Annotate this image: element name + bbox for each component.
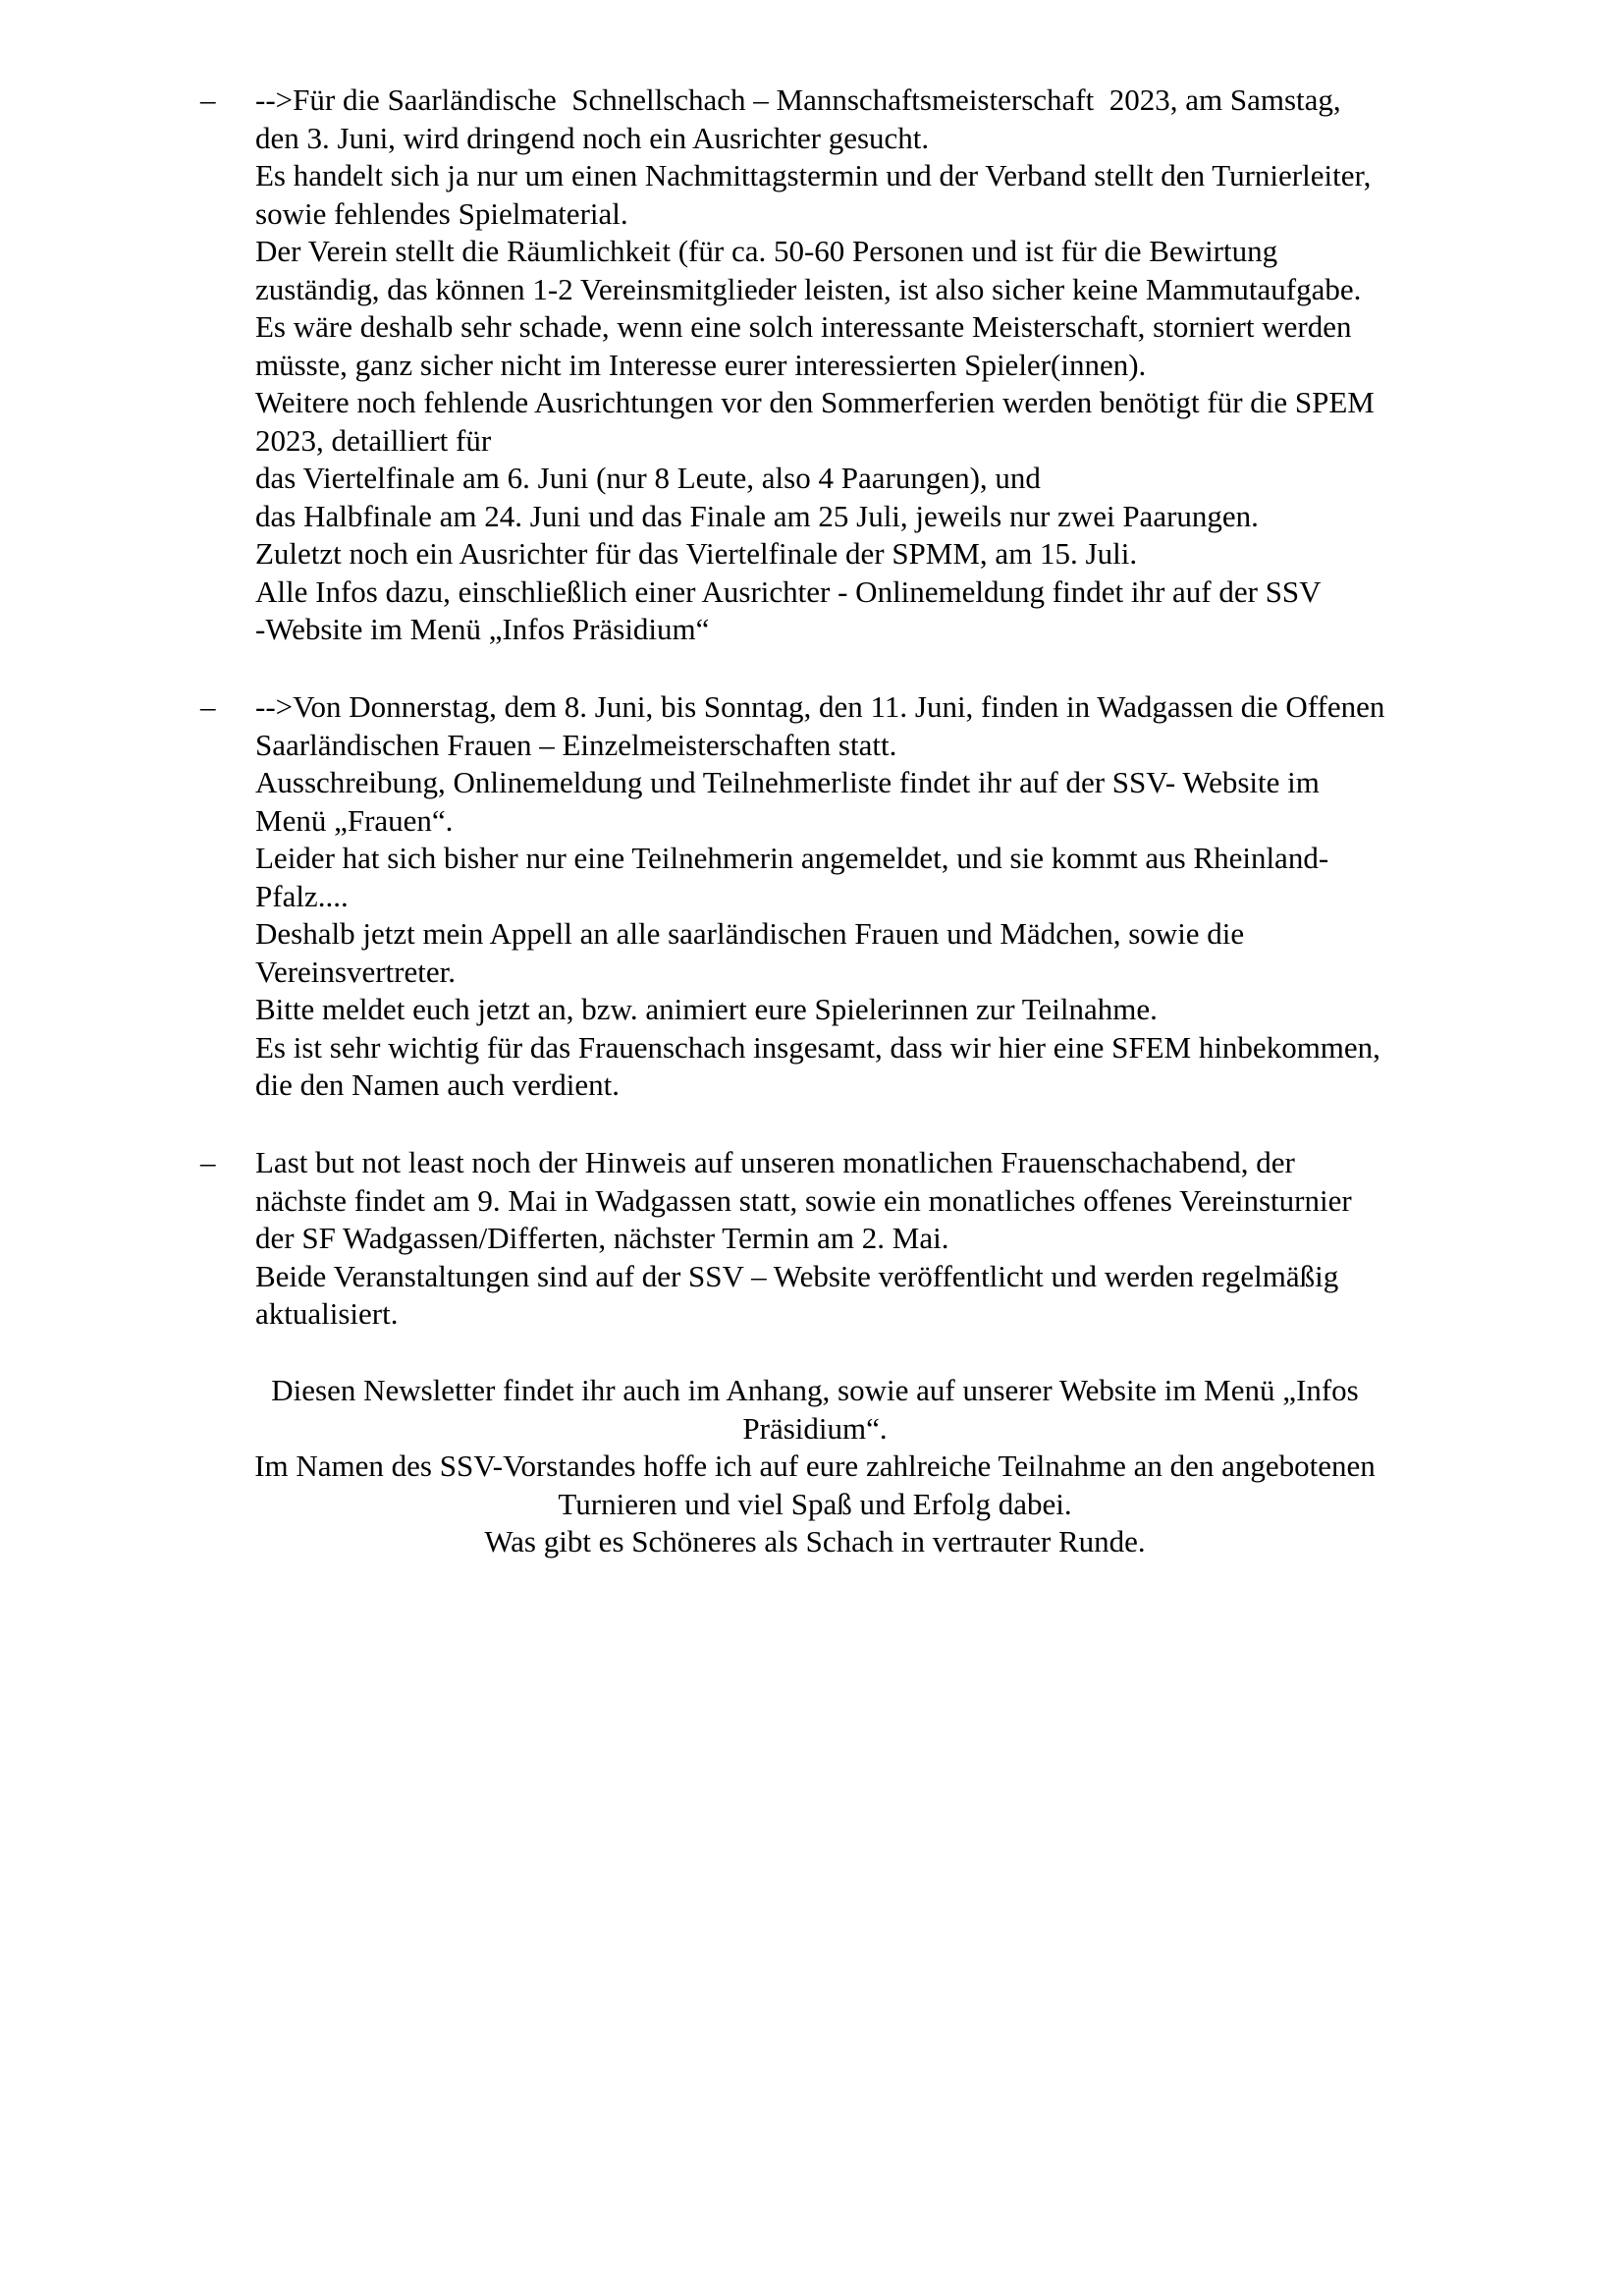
- closing-line: Diesen Newsletter findet ihr auch im Anhang, sowie auf unserer Website im Menü „Infos: [271, 1373, 1359, 1407]
- text-line: Leider hat sich bisher nur eine Teilnehmerin angemeldet, und sie kommt aus Rheinland-: [255, 841, 1329, 875]
- text-line: Deshalb jetzt mein Appell an alle saarländischen Frauen und Mädchen, sowie die: [255, 916, 1245, 951]
- text-line: aktualisiert.: [255, 1296, 399, 1331]
- text-line: das Viertelfinale am 6. Juni (nur 8 Leute, also 4 Paarungen), und: [255, 461, 1041, 495]
- text-line: Vereinsvertreter.: [255, 954, 456, 989]
- text-line: Es handelt sich ja nur um einen Nachmittagstermin und der Verband stellt den Turnierleiter,: [255, 158, 1372, 192]
- closing-line: Was gibt es Schöneres als Schach in vertrauter Runde.: [484, 1524, 1146, 1558]
- text-line: Alle Infos dazu, einschließlich einer Ausrichter - Onlinemeldung findet ihr auf der SSV: [255, 574, 1322, 609]
- text-line: das Halbfinale am 24. Juni und das Finale am 25 Juli, jeweils nur zwei Paarungen.: [255, 498, 1259, 533]
- text-line: Zuletzt noch ein Ausrichter für das Viertelfinale der SPMM, am 15. Juli.: [255, 536, 1138, 571]
- text-line: 2023, detailliert für: [255, 422, 492, 458]
- text-line: nächste findet am 9. Mai in Wadgassen statt, sowie ein monatliches offenes Vereinsturnier: [255, 1182, 1352, 1218]
- text-line: sowie fehlendes Spielmaterial.: [255, 195, 628, 231]
- text-line: -Website im Menü „Infos Präsidium“: [255, 612, 710, 646]
- text-line: Es wäre deshalb sehr schade, wenn eine solch interessante Meisterschaft, storniert werden: [255, 309, 1352, 344]
- list-item-text: [255, 1144, 1506, 1334]
- text-line: Weitere noch fehlende Ausrichtungen vor den Sommerferien werden benötigt für die SPEM: [255, 385, 1375, 419]
- list-bullet-dash: –: [200, 82, 216, 117]
- text-line: Saarländischen Frauen – Einzelmeisterschaften statt.: [255, 727, 897, 762]
- list-item-text: [255, 82, 1506, 649]
- text-line: Der Verein stellt die Räumlichkeit (für ca. 50-60 Personen und ist für die Bewirtung: [255, 234, 1278, 268]
- text-line: Beide Veranstaltungen sind auf der SSV – Website veröffentlicht und werden regelmäßig: [255, 1258, 1339, 1293]
- text-line: Bitte meldet euch jetzt an, bzw. animiert eure Spielerinnen zur Teilnahme.: [255, 992, 1158, 1026]
- text-line: der SF Wadgassen/Differten, nächster Termin am 2. Mai.: [255, 1221, 949, 1255]
- text-line: die den Namen auch verdient.: [255, 1067, 620, 1102]
- text-line: -->Für die Saarländische Schnellschach – Mannschaftsmeisterschaft 2023, am Samstag,: [255, 82, 1341, 117]
- closing-line: Im Namen des SSV-Vorstandes hoffe ich auf eure zahlreiche Teilnahme an den angebotenen: [254, 1449, 1376, 1483]
- list-bullet-dash: –: [200, 689, 216, 724]
- text-line: Ausschreibung, Onlinemeldung und Teilnehmerliste findet ihr auf der SSV- Website im: [255, 765, 1320, 799]
- text-line: Pfalz....: [255, 878, 349, 913]
- text-line: -->Von Donnerstag, dem 8. Juni, bis Sonntag, den 11. Juni, finden in Wadgassen die Offenen: [255, 689, 1385, 724]
- text-line: den 3. Juni, wird dringend noch ein Ausrichter gesucht.: [255, 120, 930, 155]
- text-line: müsste, ganz sicher nicht im Interesse eurer interessierten Spieler(innen).: [255, 347, 1147, 382]
- text-line: zuständig, das können 1-2 Vereinsmitglieder leisten, ist also sicher keine Mammutaufgabe.: [255, 271, 1362, 306]
- list-item-text: [255, 688, 1506, 1105]
- text-line: Menü „Frauen“.: [255, 802, 454, 838]
- closing-line: Turnieren und viel Spaß und Erfolg dabei.: [558, 1486, 1072, 1521]
- closing-paragraph: [147, 1372, 1483, 1561]
- text-line: Es ist sehr wichtig für das Frauenschach insgesamt, dass wir hier eine SFEM hinbekommen,: [255, 1029, 1380, 1065]
- text-line: Last but not least noch der Hinweis auf unseren monatlichen Frauenschachabend, der: [255, 1145, 1295, 1179]
- list-bullet-dash: –: [200, 1145, 216, 1179]
- closing-line: Präsidium“.: [742, 1410, 888, 1446]
